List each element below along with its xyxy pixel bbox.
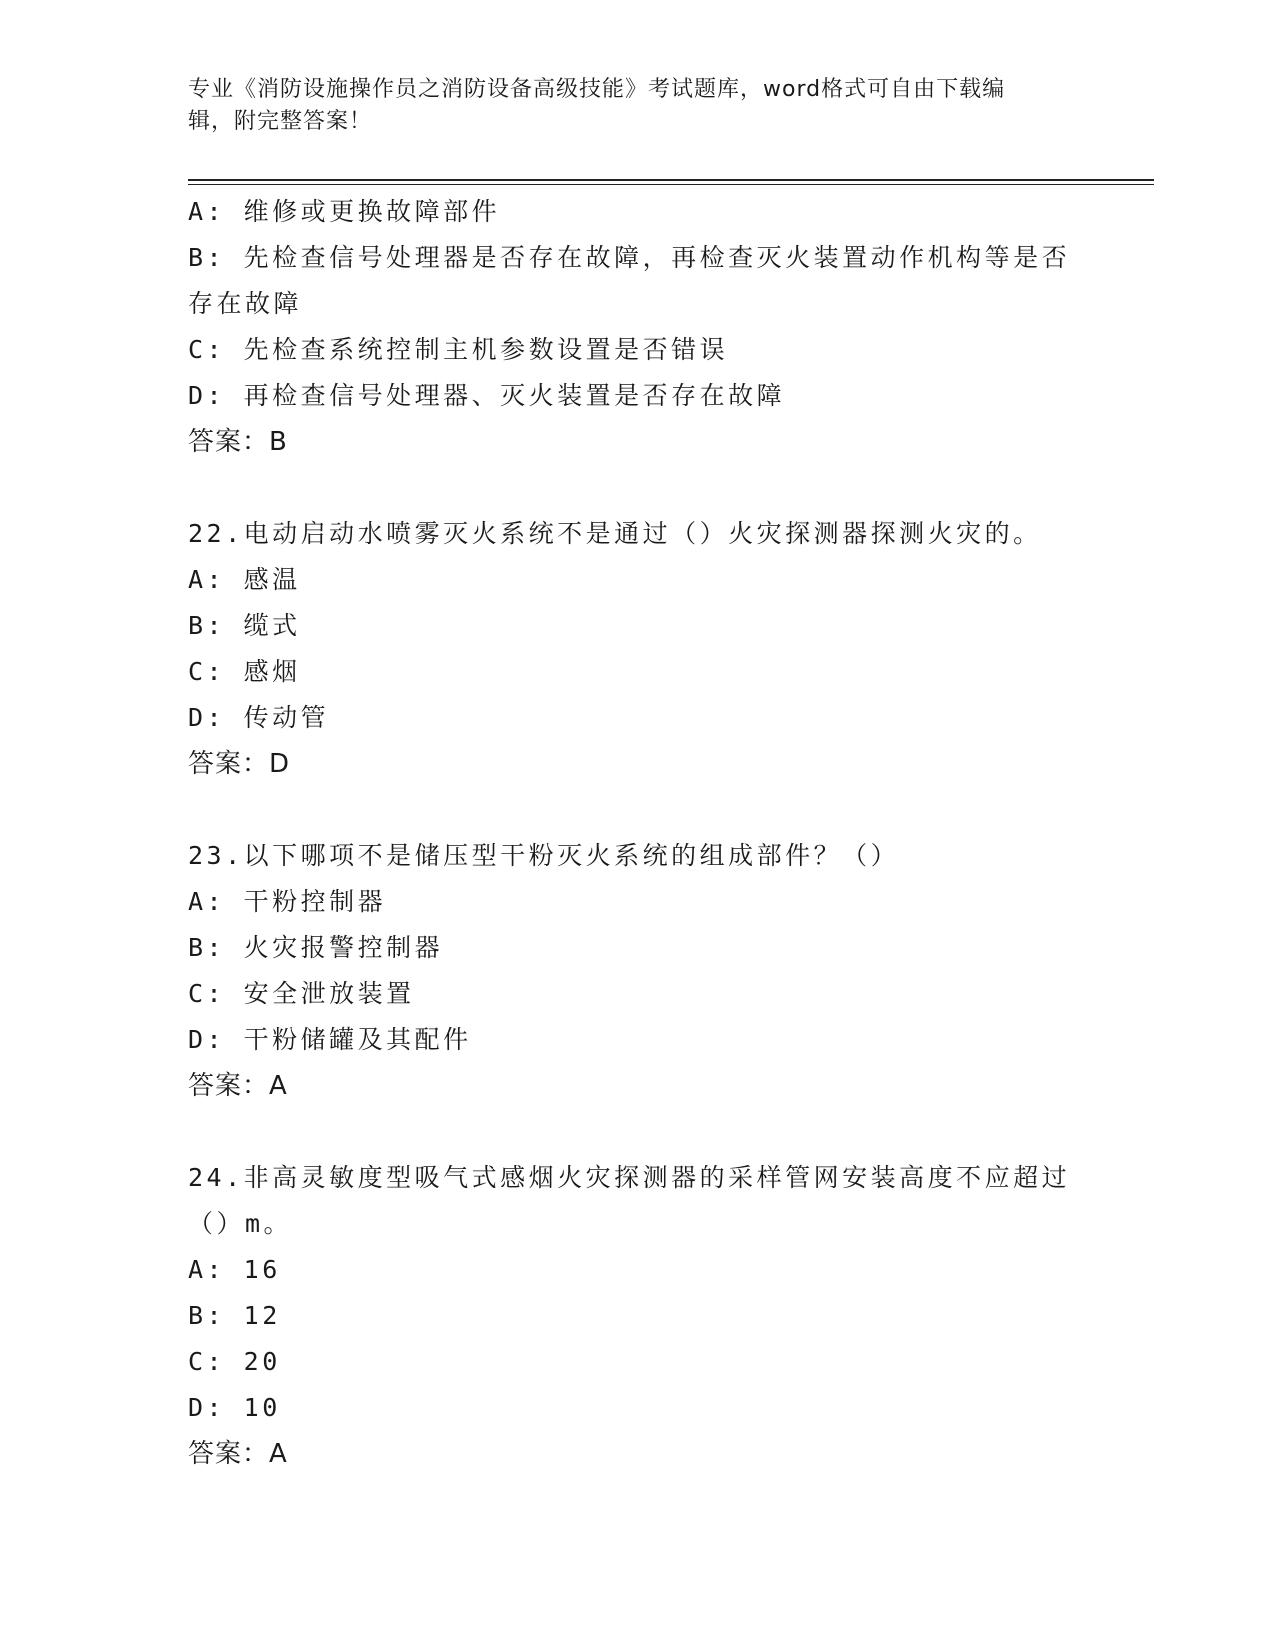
q22-option-b: B: 缆式 [188,611,301,640]
q24-stem-line-1: 24.非高灵敏度型吸气式感烟火灾探测器的采样管网安装高度不应超过 [188,1163,1071,1192]
spacer [188,787,1088,833]
q21-option-d: D: 再检查信号处理器、灭火装置是否存在故障 [188,381,786,410]
question-23-block [188,833,1088,1109]
spacer [188,465,1088,511]
header-line-1: 专业《消防设施操作员之消防设备高级技能》考试题库，word格式可自由下载编 [188,77,1006,102]
header-divider-thick [188,179,1154,181]
q24-option-d: D: 10 [188,1393,281,1422]
q22-option-d: D: 传动管 [188,703,330,732]
q24-option-c: C: 20 [188,1347,281,1376]
document-header [188,74,1068,138]
question-24-block [188,1155,1088,1477]
q22-answer: 答案：D [188,749,291,779]
q22-option-a: A: 感温 [188,565,301,594]
header-line-2: 辑，附完整答案！ [188,109,373,134]
q21-option-c: C: 先检查系统控制主机参数设置是否错误 [188,335,729,364]
q22-stem: 22.电动启动水喷雾灭火系统不是通过（）火灾探测器探测火灾的。 [188,519,1042,548]
q24-option-a: A: 16 [188,1255,281,1284]
q24-stem-line-2: （）m。 [188,1209,293,1238]
question-content [188,189,1088,1477]
header-divider-thin [188,184,1154,185]
q24-answer: 答案：A [188,1439,288,1469]
spacer [188,1109,1088,1155]
q23-option-b: B: 火灾报警控制器 [188,933,444,962]
q23-stem: 23.以下哪项不是储压型干粉灭火系统的组成部件？（） [188,841,900,870]
q21-option-a: A: 维修或更换故障部件 [188,197,501,226]
q22-option-c: C: 感烟 [188,657,301,686]
q24-option-b: B: 12 [188,1301,281,1330]
q21-option-b-line-2: 存在故障 [188,289,303,318]
q23-option-d: D: 干粉储罐及其配件 [188,1025,472,1054]
q23-answer: 答案：A [188,1071,288,1101]
question-22-block [188,511,1088,787]
q23-option-a: A: 干粉控制器 [188,887,387,916]
q21-answer: 答案：B [188,427,288,457]
question-21-block [188,189,1088,465]
q21-option-b-line-1: B: 先检查信号处理器是否存在故障，再检查灭火装置动作机构等是否 [188,243,1071,272]
q23-option-c: C: 安全泄放装置 [188,979,415,1008]
